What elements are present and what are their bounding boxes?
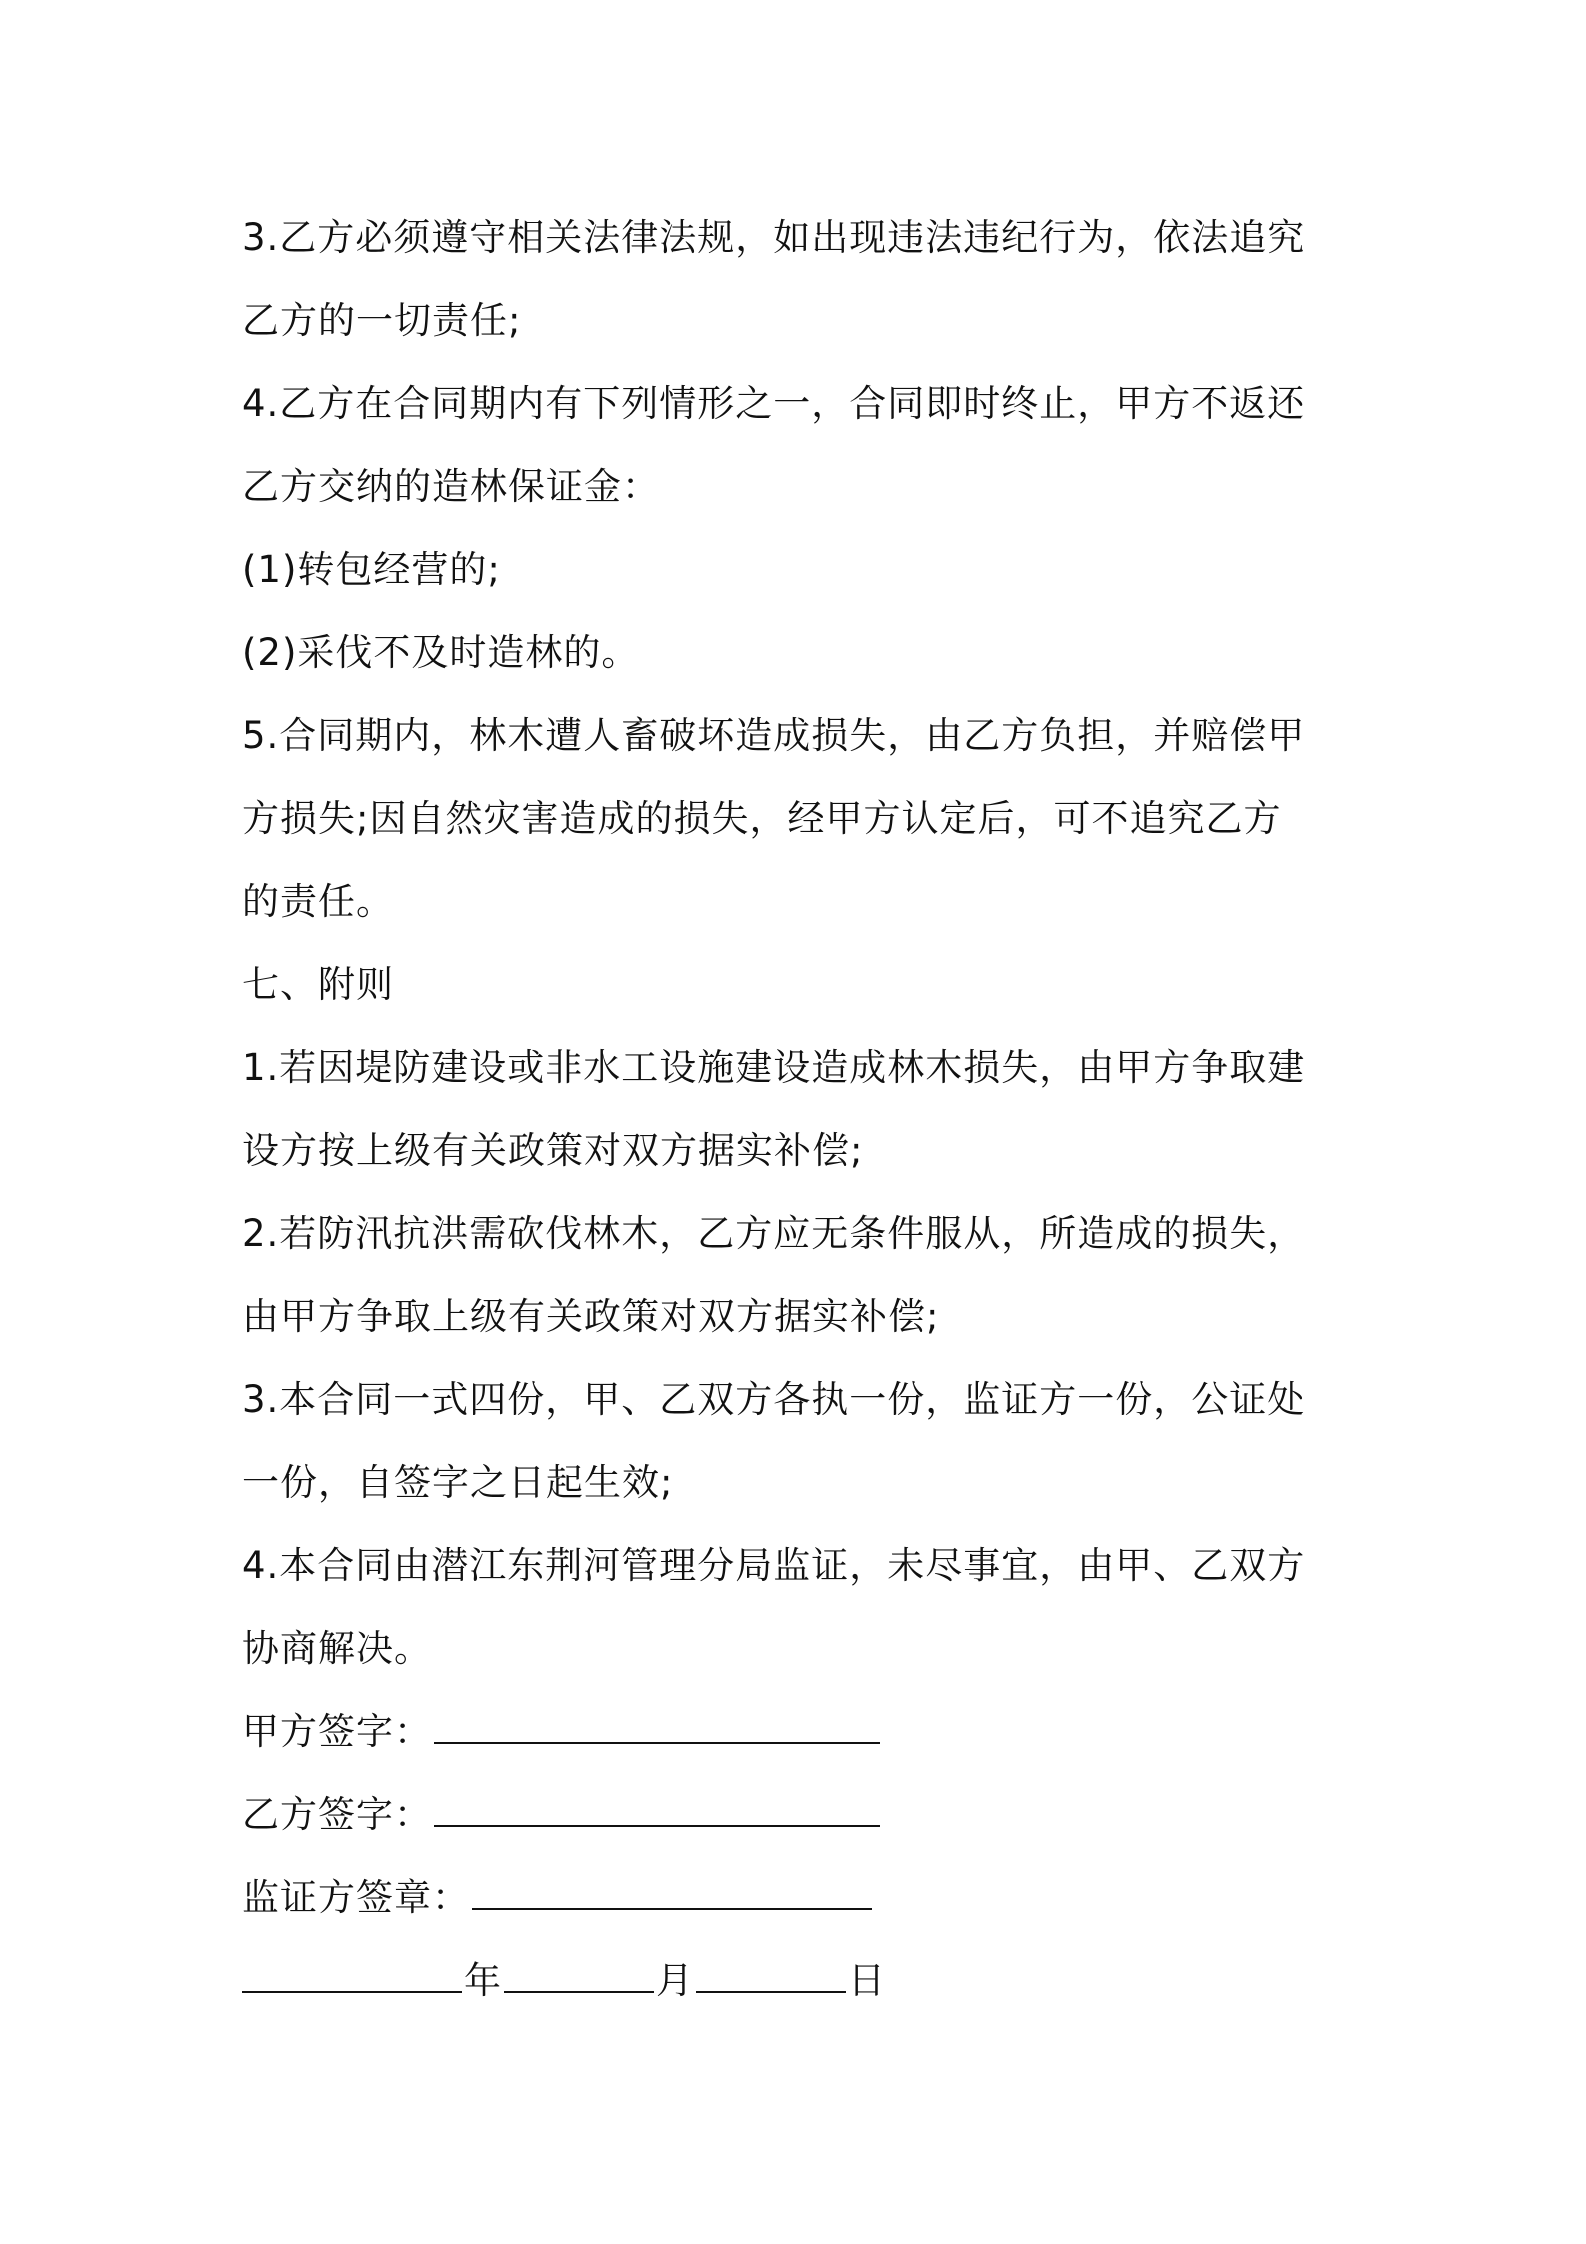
- party-b-signature-row: [242, 1773, 1362, 1856]
- supervisor-signature-label: 监证方签章：: [242, 1876, 470, 1919]
- appendix-3-line-1: 3.本合同一式四份，甲、乙双方各执一份，监证方一份，公证处: [242, 1378, 1306, 1421]
- appendix-2-line-2: 由甲方争取上级有关政策对双方据实补偿;: [242, 1295, 940, 1338]
- appendix-3-line-2: 一份，自签字之日起生效;: [242, 1461, 674, 1504]
- supervisor-signature-row: [242, 1856, 1362, 1939]
- appendix-1-line-2: 设方按上级有关政策对双方据实补偿;: [242, 1129, 864, 1172]
- clause-5-line-1: 5.合同期内，林木遭人畜破坏造成损失，由乙方负担，并赔偿甲: [242, 714, 1306, 757]
- appendix-2-line-1: 2.若防汛抗洪需砍伐林木，乙方应无条件服从，所造成的损失，: [242, 1212, 1306, 1255]
- clause-5-line-3: 的责任。: [242, 880, 394, 923]
- appendix-1-line-1: 1.若因堤防建设或非水工设施建设造成林木损失，由甲方争取建: [242, 1046, 1306, 1089]
- section-heading-appendix: 七、附则: [242, 963, 394, 1006]
- party-b-signature-blank[interactable]: [434, 1795, 880, 1827]
- party-a-signature-row: [242, 1690, 1362, 1773]
- appendix-4-line-2: 协商解决。: [242, 1627, 432, 1670]
- clause-3-line-2: 乙方的一切责任;: [242, 299, 522, 342]
- day-label: 日: [848, 1959, 886, 2002]
- document-body: [242, 196, 1362, 2022]
- month-label: 月: [656, 1959, 694, 2002]
- year-label: 年: [464, 1959, 502, 2002]
- party-a-signature-label: 甲方签字：: [242, 1710, 432, 1753]
- clause-4-line-1: 4.乙方在合同期内有下列情形之一，合同即时终止，甲方不返还: [242, 382, 1306, 425]
- clause-5-line-2: 方损失;因自然灾害造成的损失，经甲方认定后，可不追究乙方: [242, 797, 1282, 840]
- party-b-signature-label: 乙方签字：: [242, 1793, 432, 1836]
- day-blank[interactable]: [696, 1961, 846, 1993]
- appendix-4-line-1: 4.本合同由潜江东荆河管理分局监证，未尽事宜，由甲、乙双方: [242, 1544, 1306, 1587]
- supervisor-signature-blank[interactable]: [472, 1878, 872, 1910]
- clause-4-item-2: (2)采伐不及时造林的。: [242, 631, 640, 674]
- clause-4-item-1: (1)转包经营的;: [242, 548, 501, 591]
- clause-3-line-1: 3.乙方必须遵守相关法律法规，如出现违法违纪行为，依法追究: [242, 216, 1306, 259]
- party-a-signature-blank[interactable]: [434, 1712, 880, 1744]
- clause-4-line-2: 乙方交纳的造林保证金：: [242, 465, 660, 508]
- month-blank[interactable]: [504, 1961, 654, 1993]
- year-blank[interactable]: [242, 1961, 462, 1993]
- date-row: [242, 1939, 1362, 2022]
